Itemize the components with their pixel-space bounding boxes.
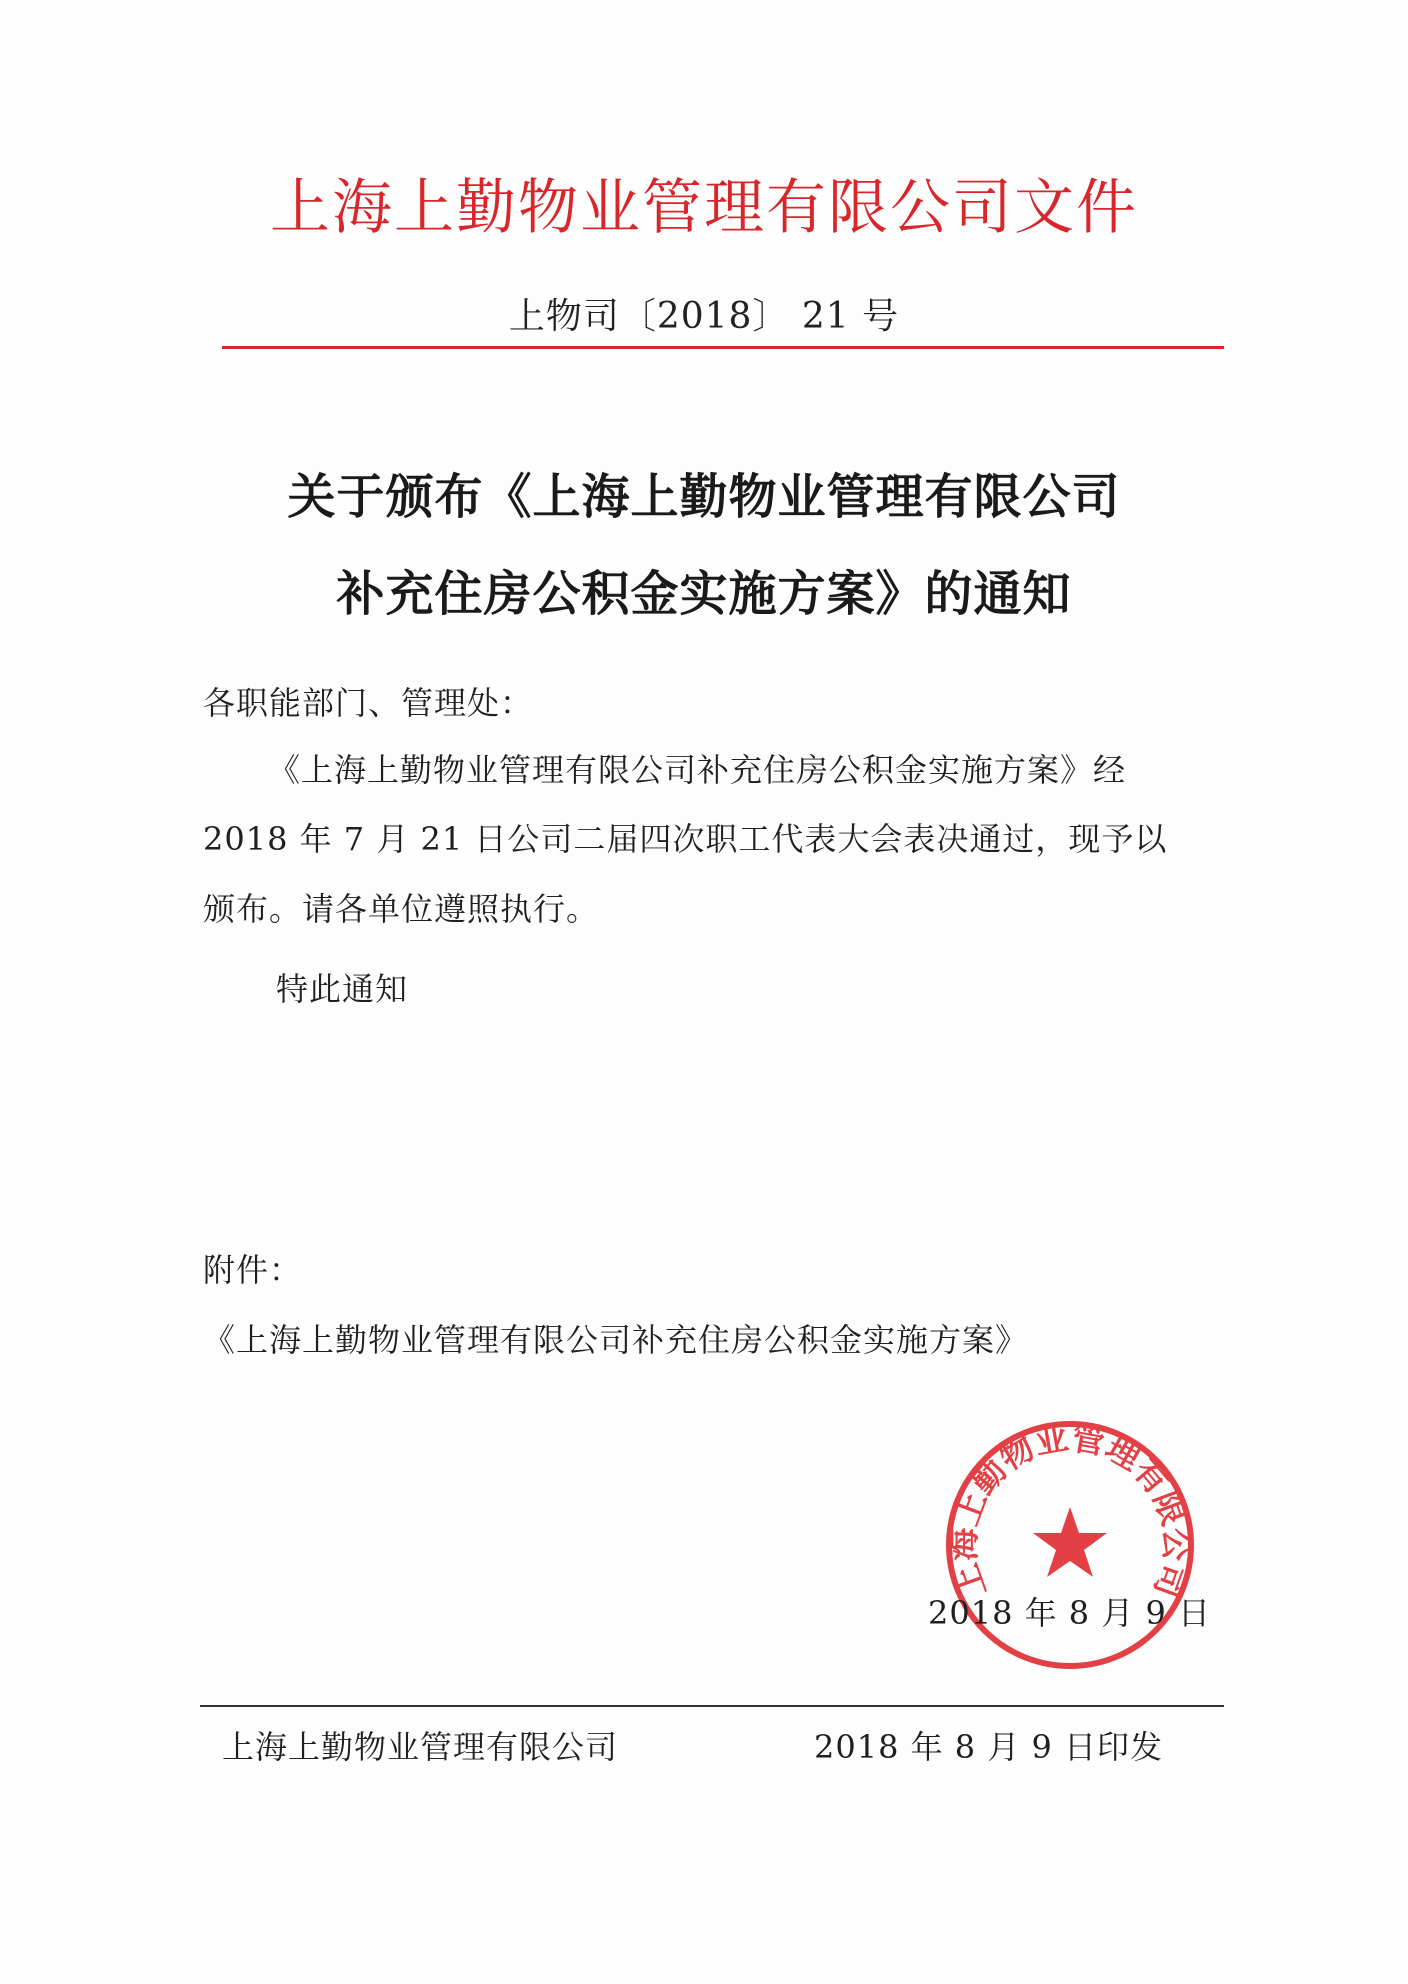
document-number: 上物司〔2018〕 21 号 (508, 296, 900, 337)
body-paragraph-line-1: 《上海上勤物业管理有限公司补充住房公积金实施方案》经 (268, 751, 1127, 789)
attachment-label: 附件： (203, 1251, 303, 1289)
body-paragraph-line-3: 颁布。请各单位遵照执行。 (203, 890, 600, 928)
seal-text: 上海上勤物业管理有限公司 (943, 1418, 1197, 1603)
header-red-divider (222, 346, 1224, 349)
footer-issuer: 上海上勤物业管理有限公司 (222, 1728, 619, 1766)
footer-divider (200, 1705, 1224, 1707)
company-seal-icon (940, 1415, 1200, 1675)
notice-title-line-1: 关于颁布《上海上勤物业管理有限公司 (287, 469, 1121, 525)
body-paragraph-line-2: 2018 年 7 月 21 日公司二届四次职工代表大会表决通过，现予以 (203, 820, 1168, 858)
closing-remark: 特此通知 (276, 970, 409, 1008)
signature-date: 2018 年 8 月 9 日 (928, 1594, 1212, 1632)
notice-title-line-2: 补充住房公积金实施方案》的通知 (336, 566, 1072, 622)
document-header-title: 上海上勤物业管理有限公司文件 (270, 173, 1138, 243)
attachment-item: 《上海上勤物业管理有限公司补充住房公积金实施方案》 (203, 1321, 1029, 1359)
footer-issue-date: 2018 年 8 月 9 日印发 (814, 1728, 1164, 1766)
salutation: 各职能部门、管理处： (203, 684, 534, 722)
